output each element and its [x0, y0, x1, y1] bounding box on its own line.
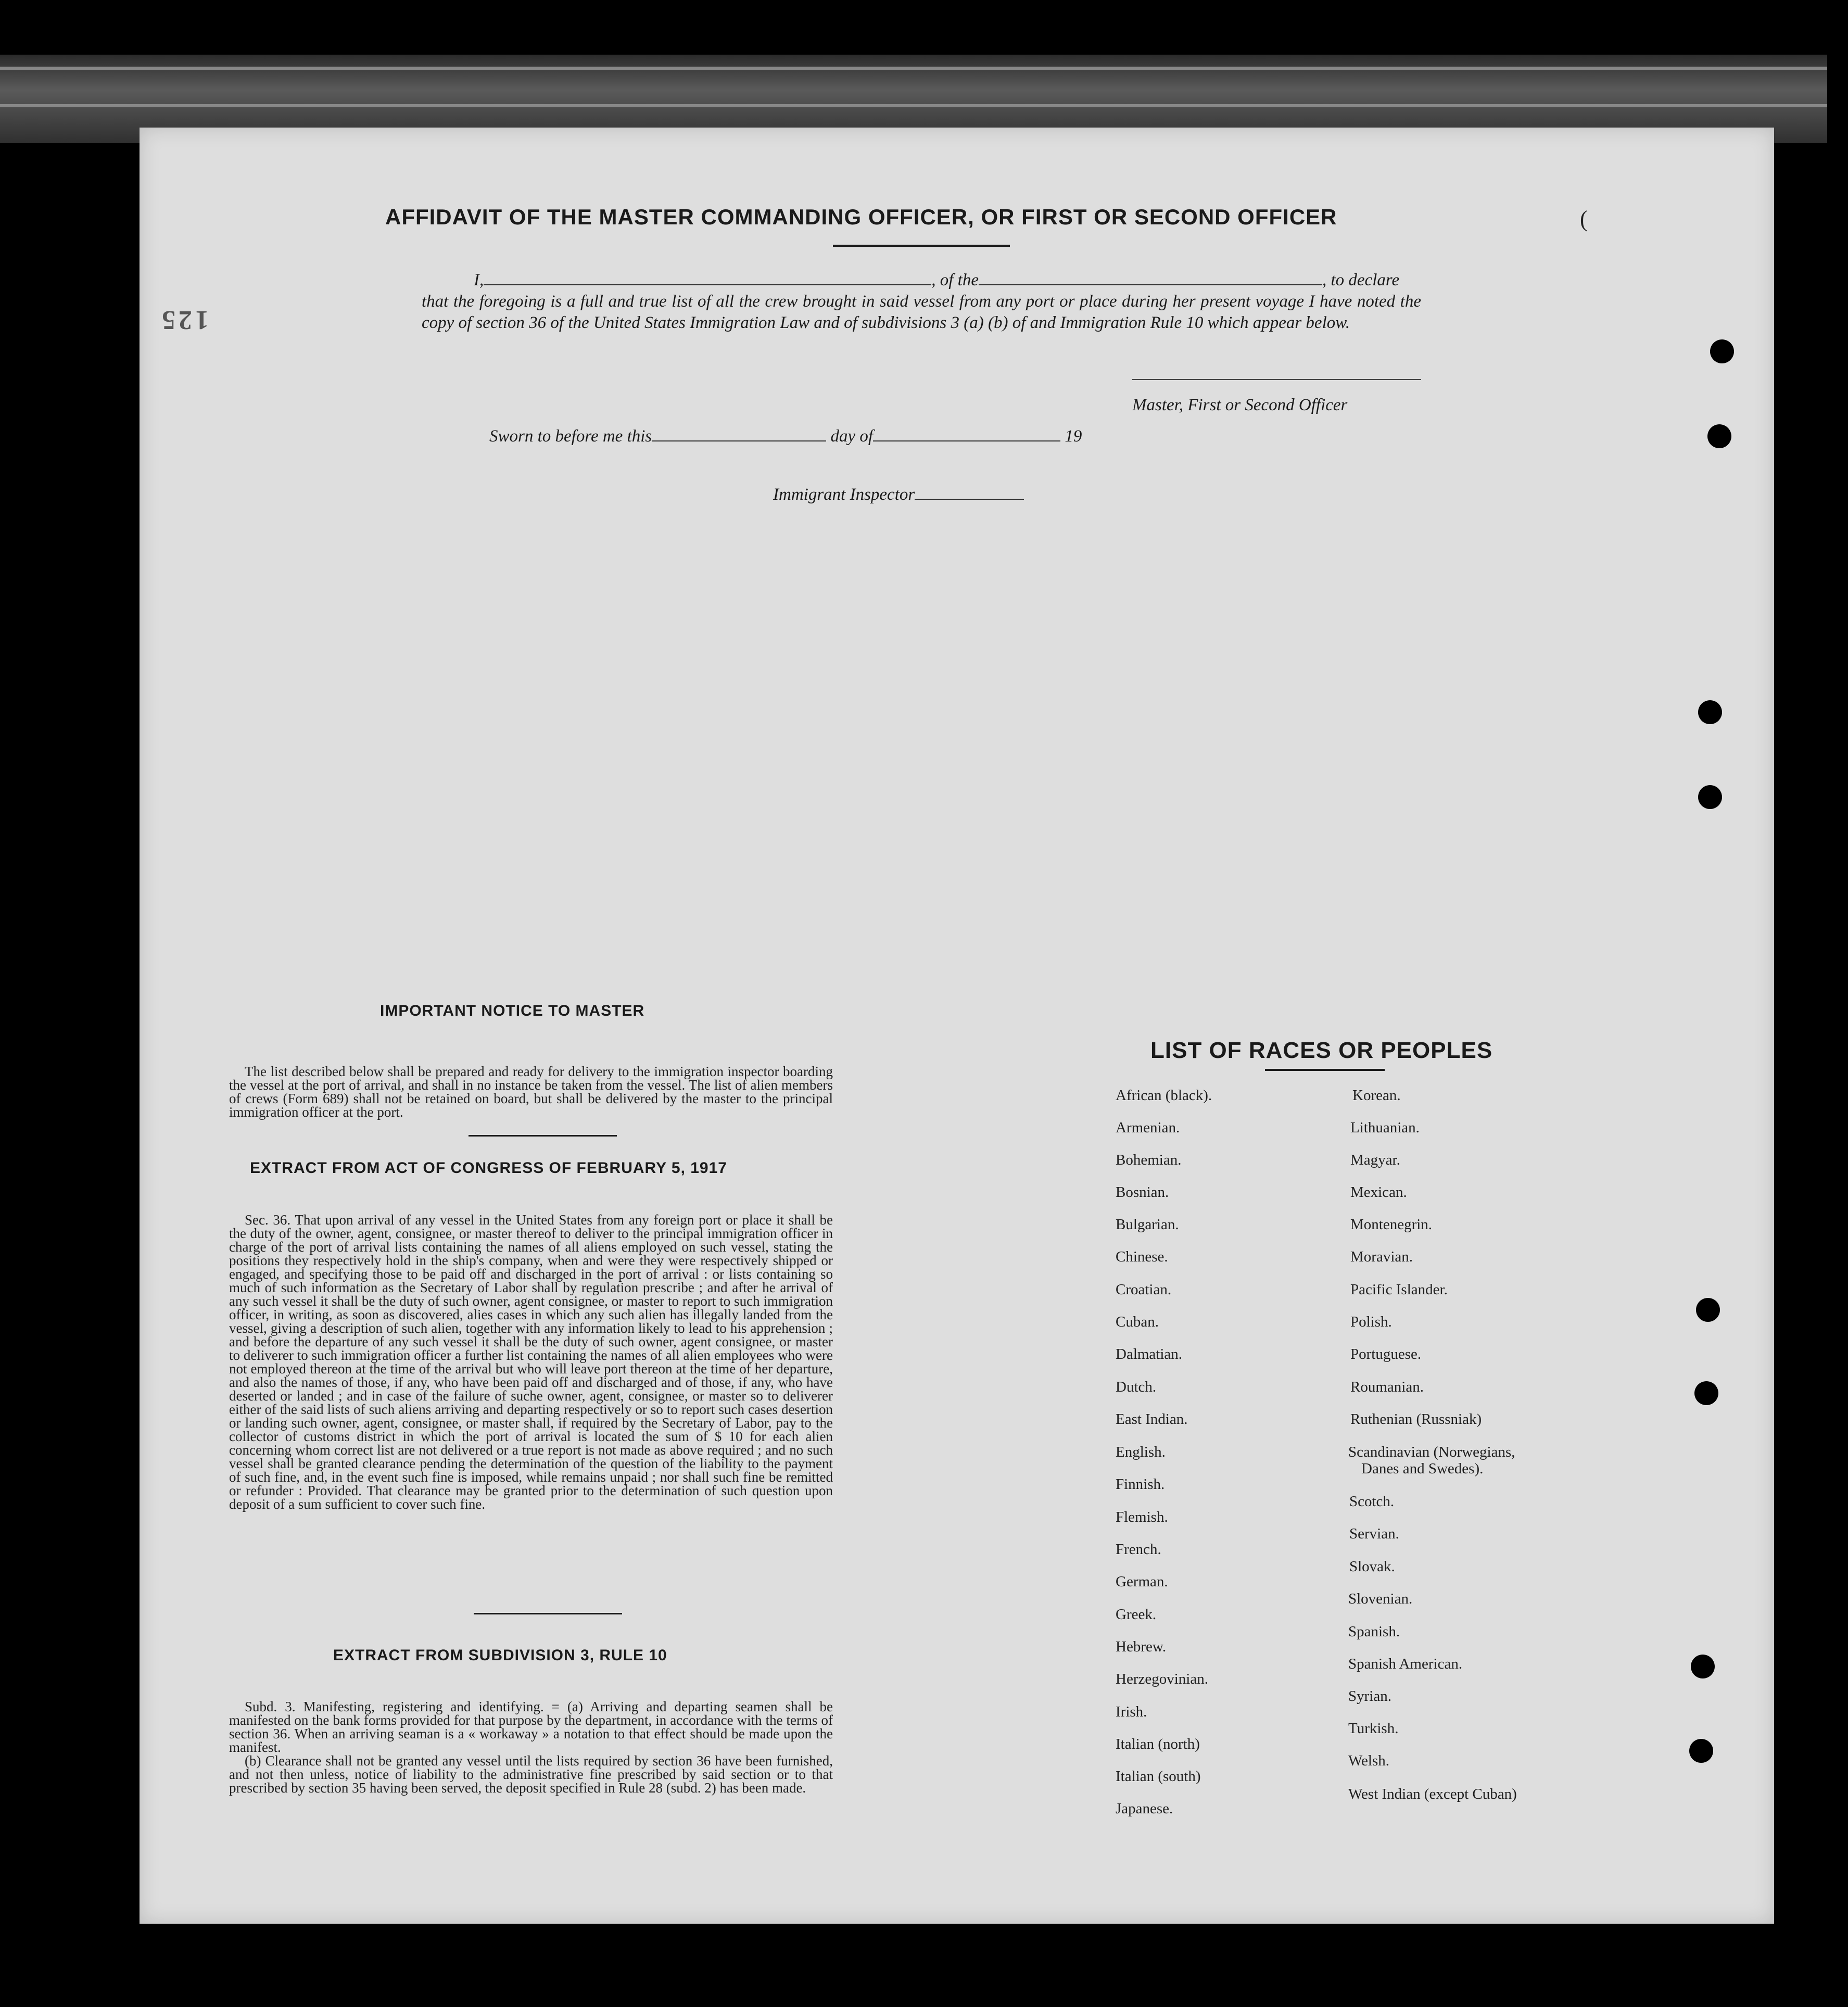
- act-paragraph: Sec. 36. That upon arrival of any vessel in the United States from any foreign port or place it shall be the duty of the owner, agent, consignee, or master thereof to deliver to the principal immigration officer in charge of the port of arrival lists containing the names of all aliens employed on such vessel, stating the positions they respectively hold in the ship's company, when and were they were respectively shipped or engaged, and specifying those to be paid off and discharged in the port of arrival : or lists containing so much of such information as the Secretary of Labor shall by regulation prescribe ; and after he arrival of any such vessel it shall be the duty of such owner, agent consignee, or master to report to such immigration officer, in writing, as soon as discovered, alies cases in which any such alien has illegally landed from the vessel, giving a description of such alien, together with any information likely to lead to his apprehension ; and before the departure of any such vessel it shall be the duty of such owner, agent consignee, or master to deliverer to such immigration officer a further list containing the names of all alien employees who were not employed thereon at the time of the arrival but who will leave port thereon at the time of her departure, and also the names of those, if any, who have been paid off and discharged and of those, if any, who have deserted or landed ; and in case of the failure of suche owner, agent, consignee, or master so to deliverer either of the said lists of such aliens arriving and departing respectively or so to report such cases desertion or landing such owner, agent, consignee, or master shall, if required by the Secretary of Labor, pay to the collector of customs district in which the port of arrival is located the sum of $ 10 for each alien concerning whom correct list are not delivered or a true report is not made as above required ; and no such vessel shall be granted clearance pending the determination of the question of the liability to the payment of such fine, and, in the event such fine is imposed, while remains unpaid ; nor shall such fine be remitted or refunder : Provided. That clearance may be granted prior to the determination of such question upon deposit of a sum sufficient to cover such fine.: [229, 1212, 833, 1512]
- race-item-right-15: Slovak.: [1349, 1558, 1395, 1575]
- inspector-line: [773, 485, 1024, 504]
- year-prefix: 19: [1065, 427, 1082, 446]
- race-item-right-4: Montenegrin.: [1350, 1216, 1433, 1233]
- rule-paragraph-a: Subd. 3. Manifesting, registering and identifying. = (a) Arriving and departing seamen shall be manifested on the bank forms provided for that purpose by the department, in accordance with the terms of section 36. When an arriving seaman is a « workaway » a notation to that effect should be made upon the manifest.: [229, 1699, 833, 1755]
- race-item-right-7: Polish.: [1350, 1314, 1392, 1330]
- race-item-right-16: Slovenian.: [1348, 1591, 1413, 1607]
- race-item-right-3: Mexican.: [1350, 1184, 1407, 1201]
- rule-paragraph-b: (b) Clearance shall not be granted any vessel until the lists required by section 36 have been furnished, and not then unless, notice of liability to the administrative fine prescribed by said section or to that prescribed by section 35 having been served, the deposit specified in Rule 28 (subd. 2) has been made.: [229, 1753, 833, 1796]
- act-rule: [474, 1613, 622, 1614]
- name-blank: [484, 272, 931, 285]
- race-item-right-13: Scotch.: [1349, 1493, 1395, 1510]
- race-item-left-14: French.: [1116, 1541, 1161, 1558]
- punch-hole: [1694, 1381, 1718, 1405]
- affidavit-declare: , to declare: [1322, 271, 1400, 289]
- race-item-right-8: Portuguese.: [1350, 1346, 1422, 1362]
- scan-edge-line: [0, 67, 1827, 70]
- affidavit-title: AFFIDAVIT OF THE MASTER COMMANDING OFFICER, OR FIRST OR SECOND OFFICER: [385, 205, 1337, 229]
- race-item-left-20: Italian (north): [1116, 1736, 1200, 1752]
- inspector-blank: [915, 487, 1024, 500]
- affidavit-line1: [422, 270, 1421, 291]
- act-text: [229, 1213, 833, 1511]
- punch-hole: [1689, 1739, 1713, 1763]
- corner-mark: (: [1580, 206, 1588, 232]
- race-item-left-21: Italian (south): [1116, 1768, 1201, 1785]
- race-item-left-4: Bulgarian.: [1116, 1216, 1179, 1233]
- day-of-text: day of: [830, 427, 874, 446]
- sworn-text: Sworn to before me this: [489, 427, 652, 446]
- affidavit-body: [422, 270, 1421, 334]
- race-item-right-2: Magyar.: [1350, 1152, 1400, 1168]
- race-item-right-0: Korean.: [1352, 1087, 1401, 1104]
- affidavit-of: , of the: [931, 271, 979, 289]
- race-item-right-14: Servian.: [1349, 1525, 1399, 1542]
- punch-hole: [1691, 1655, 1715, 1678]
- race-item-right-6: Pacific Islander.: [1350, 1281, 1448, 1298]
- race-item-left-13: Flemish.: [1116, 1509, 1168, 1525]
- rule-heading: EXTRACT FROM SUBDIVISION 3, RULE 10: [333, 1647, 667, 1664]
- race-item-left-22: Japanese.: [1116, 1800, 1173, 1817]
- notice-paragraph: The list described below shall be prepared and ready for delivery to the immigration inspector boarding the vessel at the port of arrival, and shall in no instance be taken from the vessel. The list of alien members of crews (Form 689) shall not be retained on board, but shall be delivered by the master to the principal immigration officer at the port.: [229, 1064, 833, 1120]
- race-item-right-17: Spanish.: [1348, 1623, 1400, 1640]
- races-heading: LIST OF RACES OR PEOPLES: [1150, 1038, 1493, 1063]
- race-item-left-18: Herzegovinian.: [1116, 1671, 1208, 1687]
- race-item-right-18: Spanish American.: [1348, 1656, 1463, 1672]
- race-item-left-7: Cuban.: [1116, 1314, 1159, 1330]
- rule-text: [229, 1700, 833, 1795]
- scan-edge-line: [0, 104, 1827, 107]
- race-item-right-12: Danes and Swedes).: [1361, 1460, 1484, 1477]
- race-item-left-0: African (black).: [1116, 1087, 1212, 1104]
- race-item-left-1: Armenian.: [1116, 1119, 1180, 1136]
- race-item-right-9: Roumanian.: [1350, 1379, 1424, 1395]
- race-item-left-9: Dutch.: [1116, 1379, 1157, 1395]
- race-item-left-2: Bohemian.: [1116, 1152, 1182, 1168]
- punch-hole: [1698, 785, 1722, 809]
- signature-line: [1132, 379, 1421, 380]
- race-item-right-20: Turkish.: [1348, 1720, 1399, 1737]
- notice-rule: [469, 1135, 617, 1137]
- notice-text: [229, 1065, 833, 1119]
- race-item-right-1: Lithuanian.: [1350, 1119, 1420, 1136]
- race-item-left-5: Chinese.: [1116, 1248, 1168, 1265]
- race-item-left-15: German.: [1116, 1573, 1168, 1590]
- race-item-right-21: Welsh.: [1348, 1752, 1390, 1769]
- act-heading: EXTRACT FROM ACT OF CONGRESS OF FEBRUARY 5, 1917: [250, 1159, 727, 1177]
- punch-hole: [1698, 700, 1722, 724]
- title-rule: [833, 245, 1010, 247]
- sworn-line: [489, 427, 1082, 446]
- signature-label: Master, First or Second Officer: [1132, 396, 1348, 414]
- page-number-stamp: 125: [159, 305, 209, 335]
- inspector-label: Immigrant Inspector: [773, 485, 915, 504]
- race-item-left-11: English.: [1116, 1444, 1166, 1460]
- races-rule: [1265, 1069, 1385, 1071]
- race-item-left-3: Bosnian.: [1116, 1184, 1169, 1201]
- race-item-right-10: Ruthenian (Russniak): [1350, 1411, 1482, 1428]
- race-item-left-17: Hebrew.: [1116, 1638, 1167, 1655]
- race-item-right-11: Scandinavian (Norwegians,: [1348, 1444, 1515, 1460]
- month-blank: [873, 429, 1060, 441]
- notice-heading: IMPORTANT NOTICE TO MASTER: [380, 1002, 645, 1019]
- race-item-left-12: Finnish.: [1116, 1476, 1165, 1493]
- affidavit-i: I,: [474, 271, 484, 289]
- race-item-left-8: Dalmatian.: [1116, 1346, 1183, 1362]
- punch-hole: [1707, 424, 1731, 448]
- race-item-left-10: East Indian.: [1116, 1411, 1188, 1428]
- day-blank: [652, 429, 826, 441]
- race-item-left-19: Irish.: [1116, 1703, 1147, 1720]
- race-item-right-22: West Indian (except Cuban): [1348, 1786, 1517, 1802]
- race-item-left-16: Greek.: [1116, 1606, 1157, 1623]
- punch-hole: [1710, 339, 1734, 363]
- race-item-left-6: Croatian.: [1116, 1281, 1172, 1298]
- vessel-blank: [979, 272, 1322, 285]
- race-item-right-19: Syrian.: [1348, 1688, 1391, 1705]
- punch-hole: [1696, 1298, 1720, 1322]
- affidavit-text: that the foregoing is a full and true list of all the crew brought in said vessel from any port or place during her present voyage I have noted the copy of section 36 of the United States Immigration Law and of subdivisions 3 (a) (b) of and Immigration Rule 10 which appear below.: [422, 292, 1421, 332]
- race-item-right-5: Moravian.: [1350, 1248, 1413, 1265]
